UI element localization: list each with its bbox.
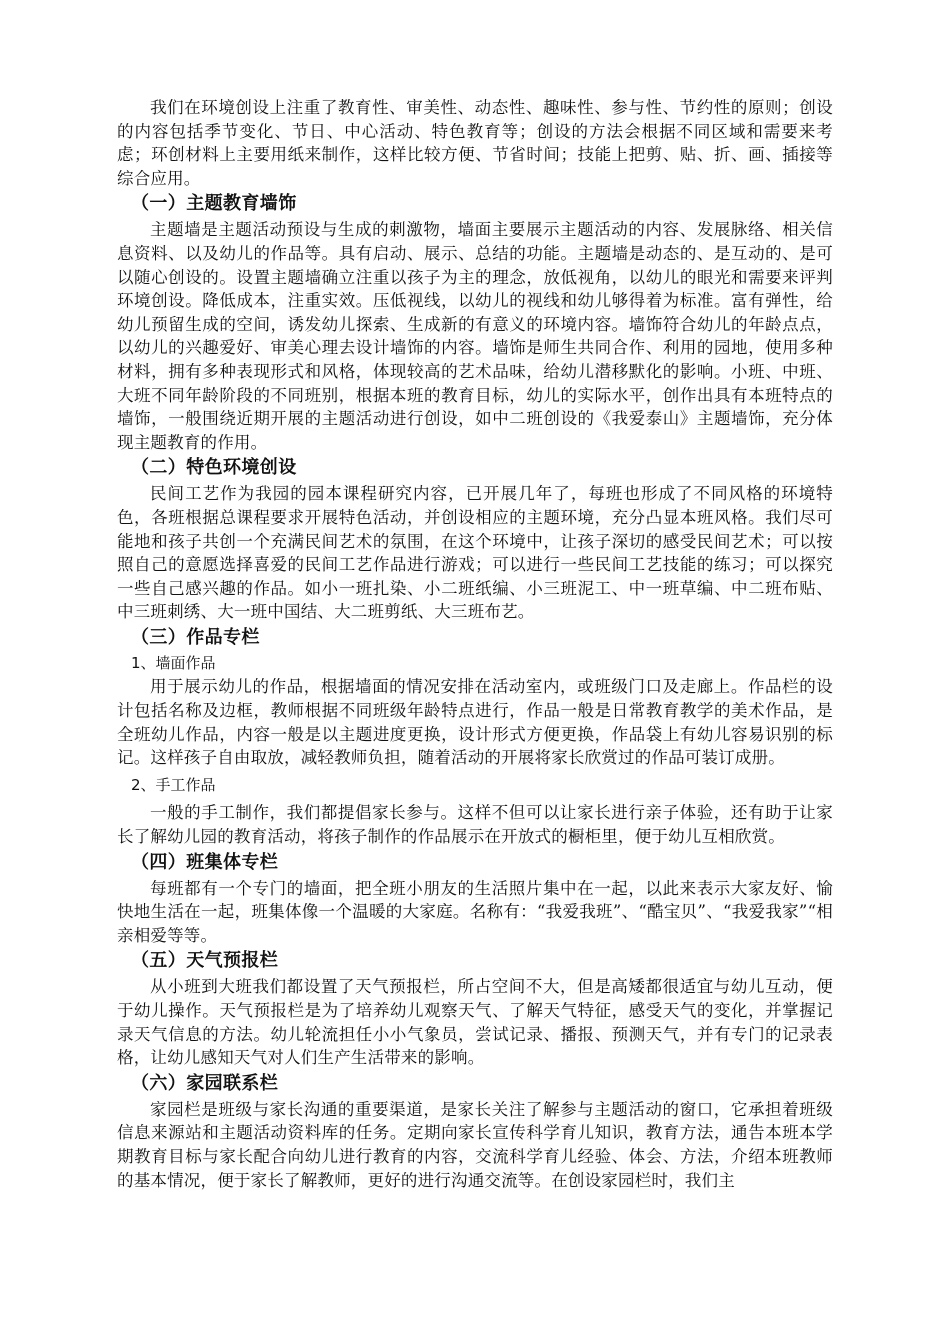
intro-paragraph: 我们在环境创设上注重了教育性、审美性、动态性、趣味性、参与性、节约性的原则；创设的内容包括季节变化、节日、中心活动、特色教育等；创设的方法会根据不同区域和需要来考虑；环创材料上主要用纸来制作，这样比较方便、节省时间；技能上把剪、贴、折、画、插接等综合应用。 bbox=[117, 98, 833, 188]
subsection-title-wall-works: 1、墙面作品 bbox=[131, 653, 216, 672]
section-body-1: 主题墙是主题活动预设与生成的刺激物，墙面主要展示主题活动的内容、发展脉络、相关信息资料、以及幼儿的作品等。具有启动、展示、总结的功能。主题墙是动态的、是互动的、是可以随心创设的。设置主题墙确立注重以孩子为主的理念，放低视角，以幼儿的眼光和需要来评判环境创设。降低成本，注重实效。压低视线，以幼儿的视线和幼儿够得着为标准。富有弹性，给幼儿预留生成的空间，诱发幼儿探索、生成新的有意义的环境内容。墙饰符合幼儿的年龄点点，以幼儿的兴趣爱好、审美心理去设计墙饰的内容。墙饰是师生共同合作、利用的园地，使用多种材料，拥有多种表现形式和风格，体现较高的艺术品味，给幼儿潜移默化的影响。小班、中班、大班不同年龄阶段的不同班别，根据本班的教育目标，幼儿的实际水平，创作出具有本班特点的墙饰，一般围绕近期开展的主题活动进行创设，如中二班创设的《我爱泰山》主题墙饰，充分体现主题教育的作用。 bbox=[117, 220, 833, 452]
section-heading-6: （六）家园联系栏 bbox=[131, 1072, 279, 1094]
subsection-body-wall-works: 用于展示幼儿的作品，根据墙面的情况安排在活动室内，或班级门口及走廊上。作品栏的设计包括名称及边框，教师根据不同班级年龄特点进行，作品一般是日常教育教学的美术作品，是全班幼儿作品，内容一般是以主题进度更换，设计形式方便更换，作品袋上有幼儿容易识别的标记。这样孩子自由取放，减轻教师负担，随着活动的开展将家长欣赏过的作品可装订成册。 bbox=[117, 677, 833, 768]
section-heading-4: （四）班集体专栏 bbox=[131, 851, 279, 873]
section-body-5: 从小班到大班我们都设置了天气预报栏，所占空间不大，但是高矮都很适宜与幼儿互动，便于幼儿操作。天气预报栏是为了培养幼儿观察天气、了解天气特征，感受天气的变化，并掌握记录天气信息的方法。幼儿轮流担任小小气象员，尝试记录、播报、预测天气，并有专门的记录表格，让幼儿感知天气对人们生产生活带来的影响。 bbox=[117, 977, 833, 1068]
section-body-4: 每班都有一个专门的墙面，把全班小朋友的生活照片集中在一起，以此来表示大家友好、愉快地生活在一起，班集体像一个温暖的大家庭。名称有：“我爱我班”、“酷宝贝”、“我爱我家”“相亲相爱等等。 bbox=[117, 878, 833, 945]
section-heading-2: （二）特色环境创设 bbox=[131, 457, 297, 479]
section-heading-3: （三）作品专栏 bbox=[131, 626, 260, 648]
document-page bbox=[117, 96, 833, 1192]
subsection-title-handcraft: 2、手工作品 bbox=[131, 775, 216, 794]
section-body-6: 家园栏是班级与家长沟通的重要渠道，是家长关注了解参与主题活动的窗口，它承担着班级信息来源站和主题活动资料库的任务。定期向家长宣传科学育儿知识，教育方法，通告本班本学期教育目标与家长配合向幼儿进行教育的内容，交流科学育儿经验、体会、方法，介绍本班教师的基本情况，便于家长了解教师，更好的进行沟通交流等。在创设家园栏时，我们主 bbox=[117, 1099, 833, 1190]
section-heading-1: （一）主题教育墙饰 bbox=[131, 193, 297, 215]
subsection-body-handcraft: 一般的手工制作，我们都提倡家长参与。这样不但可以让家长进行亲子体验，还有助于让家长了解幼儿园的教育活动，将孩子制作的作品展示在开放式的橱柜里，便于幼儿互相欣赏。 bbox=[117, 803, 833, 847]
section-body-2: 民间工艺作为我园的园本课程研究内容，已开展几年了，每班也形成了不同风格的环境特色，各班根据总课程要求开展特色活动，并创设相应的主题环境，充分凸显本班风格。我们尽可能地和孩子共创一个充满民间艺术的氛围，在这个环境中，让孩子深切的感受民间艺术；可以按照自己的意愿选择喜爱的民间工艺作品进行游戏；可以进行一些民间工艺技能的练习；可以探究一些自己感兴趣的作品。如小一班扎染、小二班纸编、小三班泥工、中一班草编、中二班布贴、中三班刺绣、大一班中国结、大二班剪纸、大三班布艺。 bbox=[117, 484, 833, 622]
section-heading-5: （五）天气预报栏 bbox=[131, 950, 279, 972]
